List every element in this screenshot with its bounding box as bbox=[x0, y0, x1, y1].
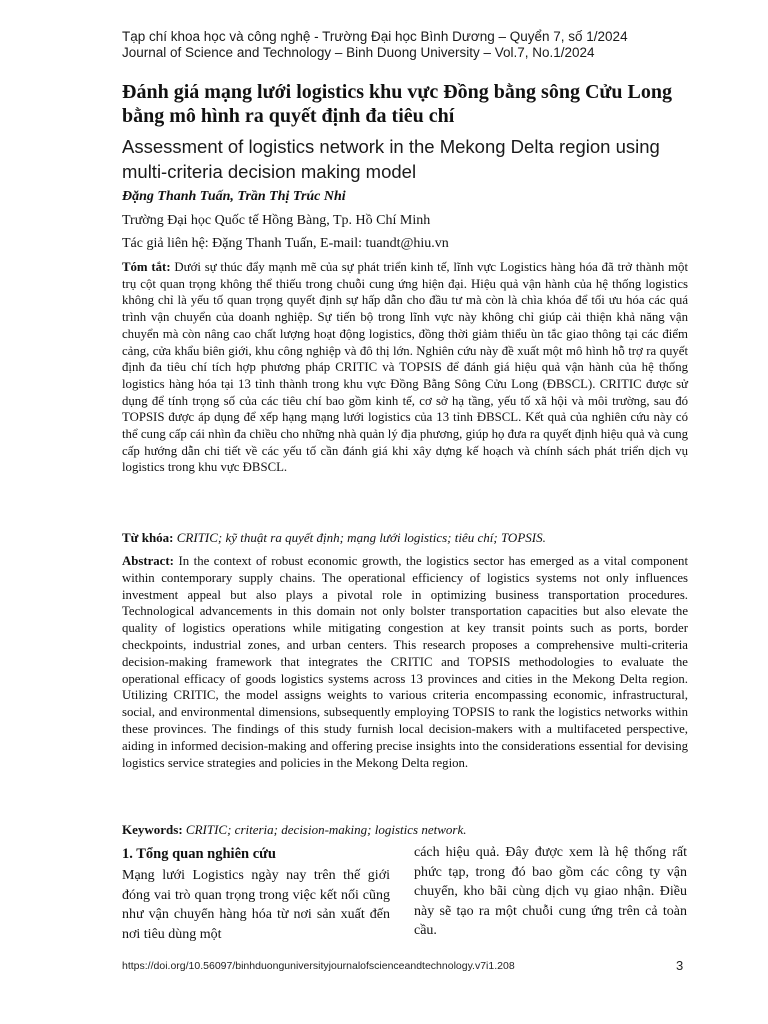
abstract-vi-text: Dưới sự thúc đẩy mạnh mẽ của sự phát triển kinh tế, lĩnh vực Logistics hàng hóa đã trở thành một trụ cột quan trọng không thể thiếu trong chuỗi cung ứng hiện đại. Hiệu quả vận hành của hệ thống logistics không chỉ là yếu tố quan trọng quyết định sự hấp dẫn cho đầu tư mà còn là chìa khóa để tối ưu hóa các quá trình vận chuyển của doanh nghiệp. Sự tiến bộ trong lĩnh vực này không chỉ giúp cải thiện khả năng vận chuyển mà còn nâng cao chất lượng hoạt động logistics, đồng thời giảm thiểu ùn tắc giao thông tại các điểm cảng, cửa khẩu biên giới, khu công nghiệp và đô thị lớn. Nghiên cứu này đề xuất một mô hình hỗ trợ ra quyết định đa tiêu chí tích hợp phương pháp CRITIC và TOPSIS để đánh giá hiệu quả vận hành của hệ thống logistics hàng hóa tại 13 tỉnh thành trong khu vực Đồng Bằng Sông Cửu Long (ĐBSCL). CRITIC được sử dụng để tính trọng số của các tiêu chí bao gồm kinh tế, cơ sở hạ tầng, yếu tố xã hội và môi trường, sau đó TOPSIS được áp dụng để xếp hạng mạng lưới logistics của 13 tỉnh ĐBSCL. Kết quả của nghiên cứu này có thể cung cấp cái nhìn đa chiều cho những nhà quản lý địa phương, giúp họ đưa ra quyết định hiệu quả và cung cấp hướng dẫn chi tiết về các yếu tố cần đánh giá khi xây dựng kế hoạch và chính sách phát triển dịch vụ logistics trong khu vực ĐBSCL. bbox=[122, 260, 689, 475]
doi-link[interactable]: https://doi.org/10.56097/binhduonguniversityjournalofscienceandtechnology.v7i1.208 bbox=[122, 960, 515, 972]
keywords-vi-text: CRITIC; kỹ thuật ra quyết định; mạng lưới logistics; tiêu chí; TOPSIS. bbox=[176, 530, 546, 545]
article-title-en: Assessment of logistics network in the Mekong Delta region using multi-criteria decision making model bbox=[122, 136, 660, 182]
page-number: 3 bbox=[676, 958, 684, 973]
keywords-en bbox=[122, 822, 688, 838]
keywords-vi-label: Từ khóa: bbox=[122, 530, 174, 545]
abstract-vi bbox=[122, 259, 688, 476]
journal-header bbox=[122, 29, 628, 61]
body-column-left: Mạng lưới Logistics ngày nay trên thế giới đóng vai trò quan trọng trong việc kết nối cũng như vận chuyển hàng hóa từ nơi sản xuất đến nơi tiêu dùng một bbox=[122, 868, 390, 942]
keywords-en-label: Keywords: bbox=[122, 822, 183, 837]
abstract-en-label: Abstract: bbox=[122, 554, 174, 568]
section-heading: 1. Tổng quan nghiên cứu bbox=[122, 846, 276, 862]
affiliation: Trường Đại học Quốc tế Hồng Bàng, Tp. Hồ Chí Minh bbox=[122, 213, 431, 228]
journal-header-vi: Tạp chí khoa học và công nghệ - Trường Đại học Bình Dương – Quyển 7, số 1/2024 bbox=[122, 29, 628, 44]
keywords-vi bbox=[122, 530, 688, 546]
authors: Đặng Thanh Tuấn, Trần Thị Trúc Nhi bbox=[122, 189, 346, 204]
journal-header-en: Journal of Science and Technology – Binh Duong University – Vol.7, No.1/2024 bbox=[122, 45, 595, 60]
corresponding-author: Tác giả liên hệ: Đặng Thanh Tuấn, E-mail: tuandt@hiu.vn bbox=[122, 236, 449, 251]
abstract-vi-label: Tóm tắt: bbox=[122, 260, 171, 274]
abstract-en bbox=[122, 553, 688, 771]
body-column-right: cách hiệu quả. Đây được xem là hệ thống rất phức tạp, trong đó bao gồm các công ty vận chuyển, kho bãi cùng dịch vụ giao nhận. Điều này sẽ tạo ra một chuỗi cung ứng trên cả toàn cầu. bbox=[414, 845, 687, 938]
keywords-en-text: CRITIC; criteria; decision-making; logistics network. bbox=[185, 822, 467, 837]
abstract-en-text: In the context of robust economic growth, the logistics sector has emerged as a vital component within contemporary supply chains. The operational efficiency of logistics systems not only influences investment appeal but also plays a pivotal role in optimizing business transportation procedures. Technological advancements in this domain not only bolster transportation capacities but also elevate the quality of logistics operations while mitigating congestion at key transit points such as ports, border checkpoints, industrial zones, and urban centers. This research proposes a comprehensive multi-criteria decision-making framework that integrates the CRITIC and TOPSIS methodologies to evaluate the operational efficacy of goods logistics systems across 13 provinces and cities in the Mekong Delta region. Utilizing CRITIC, the model assigns weights to various criteria encompassing economic, infrastructural, social, and environmental dimensions, subsequently employing TOPSIS to rank the logistics networks within these provinces. The findings of this study furnish local decision-makers with a multifaceted perspective, aiding in informed decision-making and offering precise insights into the considerations essential for devising logistics service strategies and policies in the Mekong Delta region. bbox=[122, 554, 689, 770]
article-title-vi: Đánh giá mạng lưới logistics khu vực Đồng bằng sông Cửu Long bằng mô hình ra quyết định đa tiêu chí bbox=[122, 81, 672, 127]
